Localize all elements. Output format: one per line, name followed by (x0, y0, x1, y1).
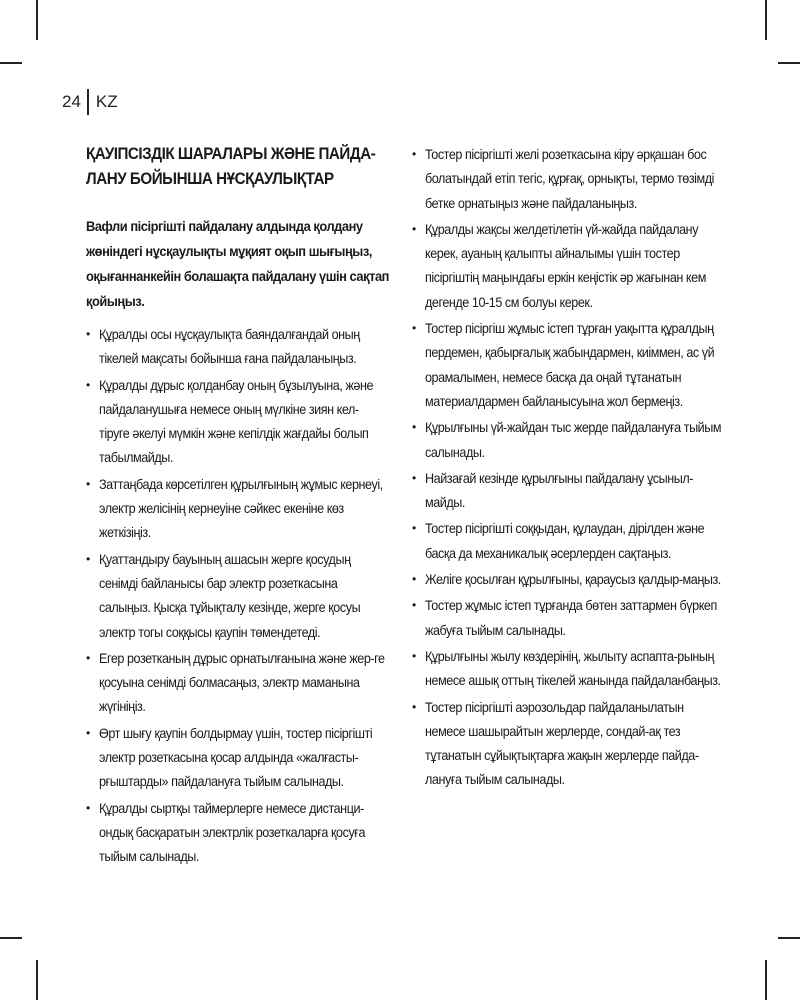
list-item-text: • Желіге қосылған құрылғыны, қараусыз қалдыр-маңыз. (425, 571, 721, 588)
list-item-text: • Құралды дұрыс қолданбау оның бұзылуына, және пайдаланушыға немесе оның мүлкіне зиян кел-тіруге әкелуі мүмкін және кепілдік жағдайы болып табылмайды. (99, 376, 374, 466)
list-item-text: • Тостер пісіргіш жұмыс істеп тұрған уақытта құралдың пердемен, қабырғалық жабындармен, киіммен, ас үй орамалымен, немесе басқа да оңай тұтанатын материалдармен байланысуына жол бермеңіз. (425, 320, 715, 409)
page-header (62, 89, 118, 115)
page-number: 24 (62, 92, 81, 111)
section-title-line-1: ҚАУІПСІЗДІК ШАРАЛАРЫ ЖӘНЕ ПАЙДА- (86, 145, 376, 163)
list-item-text: • Құралды жақсы желдетілетін үй-жайда пайдалану керек, ауаның қалыпты айналымы үшін тостер пісіргіштің маңындағы еркін кеңістік әр жағынан кем дегенде 10-15 см болуы керек. (425, 220, 706, 310)
left-column (86, 142, 388, 871)
list-item-text: • Найзағай кезінде құрылғыны пайдалану ұсыныл-майды. (425, 469, 694, 511)
list-item-text: • Тостер жұмыс істеп тұрғанда бөтен заттармен бүркеп жабуға тыйым салынады. (425, 597, 717, 638)
list-item-text: • Тостер пісіргішті желі розеткасына кіру әрқашан бос болатындай етіп тегіс, құрғақ, орнықты, термо төзімді бетке орнатыңыз және пайдаланыңыз. (425, 146, 714, 211)
crop-mark-bottom-left (36, 960, 38, 1000)
list-item (86, 547, 388, 644)
list-item (86, 796, 388, 869)
language-code: KZ (95, 92, 118, 111)
list-item-text: • Заттаңбада көрсетілген құрылғының жұмыс кернеуі, электр желісінің кернеуіне сәйкес екеніне көз жеткізіңіз. (99, 475, 383, 541)
crop-mark-top-right (765, 0, 767, 40)
list-item-text: • Тостер пісіргішті соққыдан, құлаудан, дірілден және басқа да механикалық әсерлерден сақтаңыз. (425, 520, 705, 561)
list-item (86, 373, 388, 470)
list-item-text: • Егер розетканың дұрыс орнатылғанына және жер-ге қосуына сенімді болмасаңыз, электр маманына жүгініңіз. (99, 649, 385, 715)
list-item-text: • Қуаттандыру бауының ашасын жерге қосудың сенімді байланысы бар электр розеткасына салыңыз. Қысқа тұйықталу кезінде, жерге қосуы электр тогы соққысы қаупін төмендетеді. (99, 550, 361, 640)
list-item (86, 472, 388, 545)
list-item-text: • Құралды осы нұсқаулықта баяндалғандай оның тікелей мақсаты бойынша ғана пайдаланыңыз. (99, 326, 360, 367)
list-item (412, 466, 718, 515)
safety-list-left (86, 322, 388, 869)
right-column (412, 142, 722, 794)
section-title (86, 142, 390, 192)
list-item (412, 695, 718, 792)
list-item-text: • Өрт шығу қаупін болдырмау үшін, тостер пісіргішті электр розеткасына қосар алдында «жалғасты-рғыштарды» пайдалануға тыйым салынады. (99, 724, 373, 790)
crop-mark-right-lower (778, 937, 800, 939)
list-item (86, 322, 388, 371)
list-item-text: • Құралды сыртқы таймерлерге немесе дистанци-ондық басқаратын электрлік розеткаларға қосуға тыйым салынады. (99, 799, 366, 865)
crop-mark-left-lower (0, 937, 22, 939)
list-item (412, 593, 718, 642)
list-item (86, 721, 388, 794)
list-item-text: • Тостер пісіргішті аэрозольдар пайдаланылатын немесе шашырайтын жерлерде, сондай-ақ тез тұтанатын сұйықтықтарға жақын жерлерде пайда-лануға тыйым салынады. (425, 698, 699, 788)
crop-mark-top-left (36, 0, 38, 40)
crop-mark-bottom-right (765, 960, 767, 1000)
list-item (412, 516, 718, 565)
crop-mark-right-upper (778, 62, 800, 64)
list-item (412, 142, 718, 215)
crop-mark-left-upper (0, 62, 22, 64)
list-item-text: • Құрылғыны жылу көздерінің, жылыту аспапта-рының немесе ашық оттың тікелей жанында пайдаланбаңыз. (425, 647, 721, 689)
list-item (412, 217, 718, 314)
list-item (86, 646, 388, 719)
list-item (412, 567, 721, 591)
list-item (412, 316, 718, 413)
list-item-text: • Құрылғыны үй-жайдан тыс жерде пайдалануға тыйым салынады. (425, 419, 722, 460)
list-item (412, 415, 722, 464)
safety-list-right (412, 142, 722, 792)
intro-paragraph: Вафли пісіргішті пайдалану алдында қолдану жөніндегі нұсқаулықты мұқият оқып шығыңыз, оқығаннанкейін болашақта пайдалану үшін сақтап қойыңыз. (86, 218, 389, 309)
list-item (412, 644, 721, 693)
section-title-line-2: ЛАНУ БОЙЫНША НҰСҚАУЛЫҚТАР (86, 170, 334, 188)
